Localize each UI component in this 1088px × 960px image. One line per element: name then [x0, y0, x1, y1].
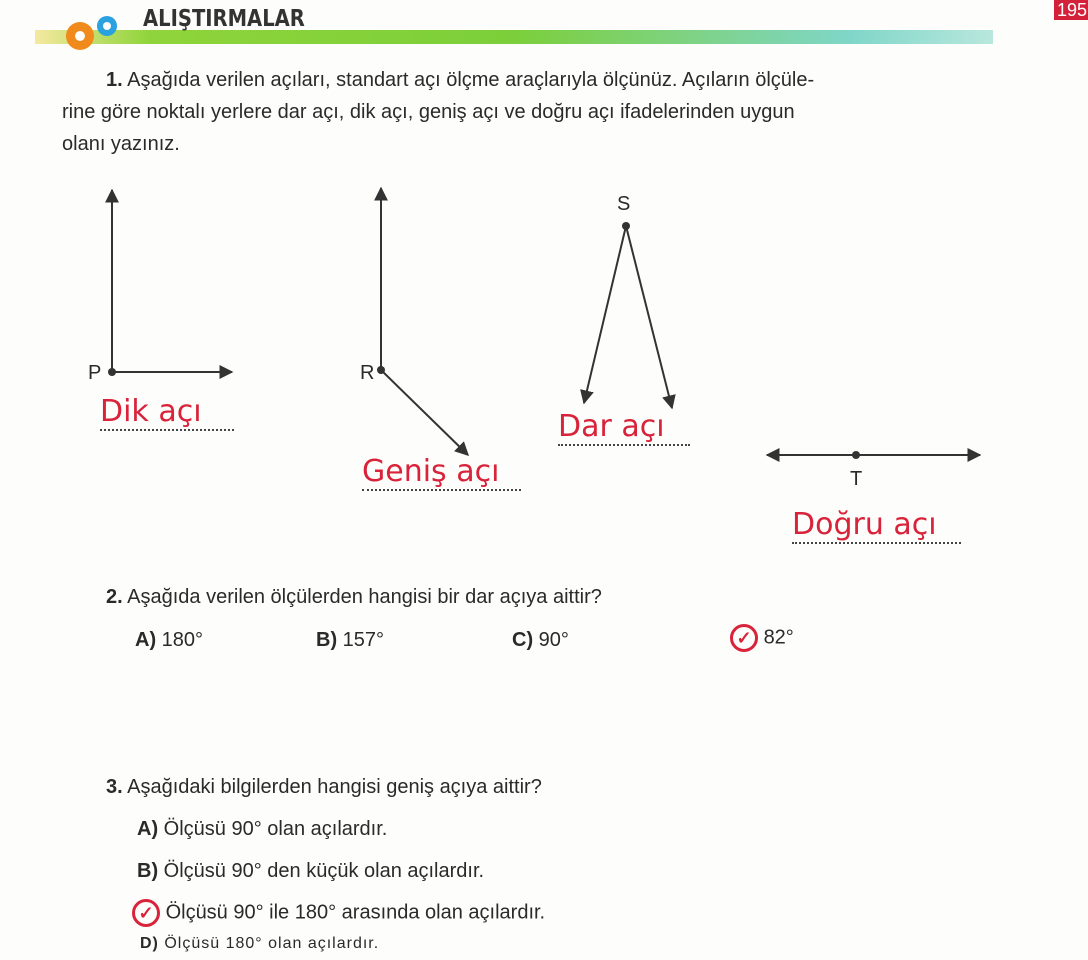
q3-option-c[interactable] — [132, 899, 545, 927]
q1-text: Aşağıda verilen açıları, standart açı ölçme araçlarıyla ölçünüz. Açıların ölçüle- — [127, 69, 815, 91]
option-text: Ölçüsü 90° olan açılardır. — [163, 818, 388, 840]
option-text: 180° — [161, 629, 204, 651]
label-s: S — [617, 193, 631, 215]
q1-text-2: rine göre noktalı yerlere dar açı, dik açı, geniş açı ve doğru açı ifadelerinden uygun — [62, 101, 795, 123]
option-text: Ölçüsü 90° den küçük olan açılardır. — [163, 860, 485, 882]
page-number: 195 — [1054, 0, 1088, 20]
q2-option-c[interactable] — [512, 629, 569, 652]
label-p: P — [88, 362, 102, 384]
q3-option-d[interactable] — [140, 935, 379, 953]
check-mark-icon: ✓ — [132, 899, 160, 927]
option-letter: B) — [137, 860, 159, 882]
question-2 — [106, 581, 602, 613]
q2-number: 2. — [106, 586, 123, 608]
section-title: ALIŞTIRMALAR — [143, 6, 305, 32]
q2-text: Aşağıda verilen ölçülerden hangisi bir dar açıya aittir? — [127, 586, 602, 608]
answer-s[interactable]: Dar açı — [558, 409, 690, 446]
label-r: R — [360, 362, 375, 384]
option-text: Ölçüsü 180° olan açılardır. — [164, 935, 380, 952]
q1-text-3: olanı yazınız. — [62, 133, 180, 155]
option-letter: A) — [137, 818, 159, 840]
q3-option-b[interactable] — [137, 860, 484, 883]
option-text: 90° — [538, 629, 569, 651]
angle-p — [112, 190, 232, 372]
option-text: 157° — [342, 629, 385, 651]
q2-option-a[interactable] — [135, 629, 203, 652]
q1-number: 1. — [106, 69, 123, 91]
option-letter: B) — [316, 629, 338, 651]
q3-text: Aşağıdaki bilgilerden hangisi geniş açıya aittir? — [127, 776, 542, 798]
option-text: Ölçüsü 90° ile 180° arasında olan açılardır. — [165, 901, 546, 924]
answer-p[interactable]: Dik açı — [100, 394, 234, 431]
option-letter: D) — [140, 935, 159, 952]
option-text: 82° — [763, 626, 794, 649]
q2-option-d[interactable] — [730, 624, 794, 652]
angle-r — [381, 188, 468, 455]
q2-option-b[interactable] — [316, 629, 384, 652]
option-letter: C) — [512, 629, 534, 651]
answer-t[interactable]: Doğru açı — [792, 507, 961, 544]
option-letter: A) — [135, 629, 157, 651]
check-mark-icon: ✓ — [730, 624, 758, 652]
answer-r[interactable]: Geniş açı — [362, 454, 521, 491]
label-t: T — [850, 468, 863, 490]
angle-s — [584, 226, 672, 408]
q3-option-a[interactable] — [137, 818, 387, 841]
question-3 — [106, 771, 542, 803]
q3-number: 3. — [106, 776, 123, 798]
